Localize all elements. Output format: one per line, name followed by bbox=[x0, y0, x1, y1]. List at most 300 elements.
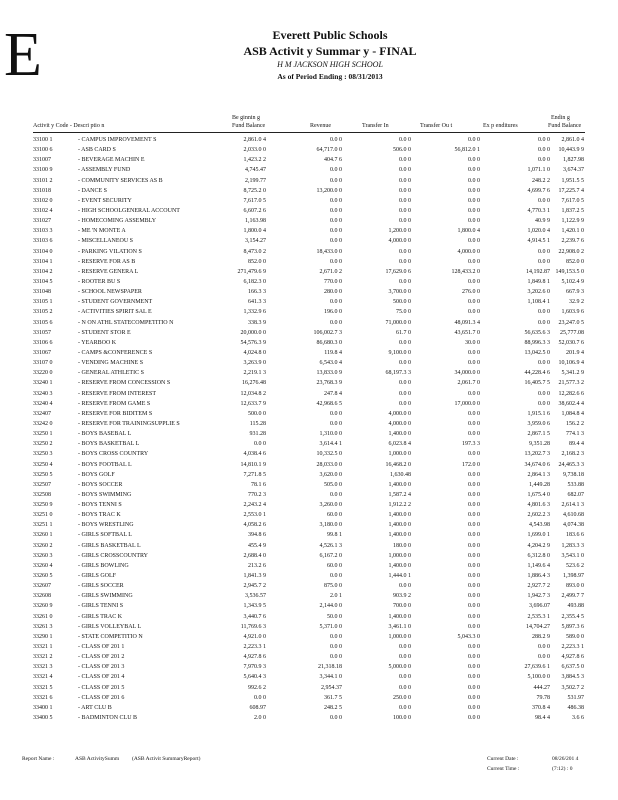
activity-description: - CLASS OF 201 2 bbox=[78, 654, 125, 661]
activity-description: - GIRLS VOLLEYBAL L bbox=[78, 623, 142, 630]
activity-code: 33250 2 bbox=[33, 441, 53, 448]
transfer-in: 4,000.0 0 bbox=[388, 410, 411, 417]
table-row bbox=[0, 409, 618, 419]
activity-code: 33100 9 bbox=[33, 167, 53, 174]
activity-code: 33400 1 bbox=[33, 704, 53, 711]
expenditures: 0.0 0 bbox=[538, 157, 550, 164]
revenue: 3,180.0 0 bbox=[319, 522, 342, 529]
table-row bbox=[0, 257, 618, 267]
beginning-balance: 6,607.2 6 bbox=[243, 207, 266, 214]
activity-code: 332507 bbox=[33, 481, 51, 488]
transfer-in: 0.0 0 bbox=[399, 278, 411, 285]
expenditures: 1,020.0 4 bbox=[527, 228, 550, 235]
revenue: 21,318.18 bbox=[318, 664, 342, 671]
beginning-balance: 4,927.8 6 bbox=[243, 654, 266, 661]
expenditures: 14,704.27 bbox=[526, 623, 550, 630]
revenue: 4,526.1 3 bbox=[319, 542, 342, 549]
ending-balance: 25,777.08 bbox=[560, 329, 584, 336]
activity-description: - RESERVE FROM INTEREST bbox=[78, 390, 157, 397]
expenditures: 27,639.6 1 bbox=[524, 664, 550, 671]
revenue: 3,620.0 0 bbox=[319, 471, 342, 478]
ending-balance: 1,122.9 9 bbox=[561, 218, 584, 225]
expenditures: 56,635.6 3 bbox=[524, 329, 550, 336]
activity-description: - BOYS TENNI S bbox=[78, 502, 122, 509]
ending-balance: 4,927.8 6 bbox=[561, 654, 584, 661]
activity-code: 33260 5 bbox=[33, 573, 53, 580]
expenditures: 248.2 2 bbox=[532, 177, 550, 184]
transfer-out: 0.0 0 bbox=[468, 704, 480, 711]
table-row bbox=[0, 399, 618, 409]
activity-code: 332607 bbox=[33, 583, 51, 590]
activity-code: 33100 1 bbox=[33, 137, 53, 143]
revenue: 280.0 0 bbox=[324, 289, 342, 296]
revenue: 0.0 0 bbox=[330, 654, 342, 661]
transfer-out: 0.0 0 bbox=[468, 157, 480, 164]
transfer-out: 5,043.3 0 bbox=[457, 633, 480, 640]
transfer-out: 0.0 0 bbox=[468, 309, 480, 316]
activity-description: - DANCE S bbox=[78, 187, 108, 194]
beginning-balance: 166.3 3 bbox=[248, 289, 266, 296]
activity-code: 331018 bbox=[33, 187, 51, 194]
beginning-balance: 14,810.1 9 bbox=[240, 461, 266, 468]
activity-description: - STUDENT GOVERNMENT bbox=[78, 299, 153, 306]
beginning-balance: 4,038.4 6 bbox=[243, 451, 266, 458]
transfer-in: 0.0 0 bbox=[399, 704, 411, 711]
beginning-balance: 54,576.3 9 bbox=[240, 339, 266, 346]
revenue: 248.2 5 bbox=[324, 704, 342, 711]
transfer-out: 0.0 0 bbox=[468, 471, 480, 478]
transfer-out: 0.0 0 bbox=[468, 654, 480, 661]
activity-code: 33261 0 bbox=[33, 613, 53, 620]
revenue: 361.7 5 bbox=[324, 694, 342, 701]
activity-code: 33104 2 bbox=[33, 268, 53, 275]
transfer-in: 0.0 0 bbox=[399, 248, 411, 255]
activity-code: 331027 bbox=[33, 218, 51, 225]
transfer-in: 0.0 0 bbox=[399, 187, 411, 194]
activity-code: 33250 4 bbox=[33, 461, 53, 468]
activity-description: - ME 'N MONTE A bbox=[78, 228, 126, 235]
activity-description: - BOYS GOLF bbox=[78, 471, 115, 478]
activity-code: 33105 2 bbox=[33, 309, 53, 316]
activity-code: 331048 bbox=[33, 289, 51, 296]
transfer-out: 0.0 0 bbox=[468, 512, 480, 519]
transfer-in: 71,000.0 0 bbox=[385, 319, 411, 326]
table-row bbox=[0, 318, 618, 328]
beginning-balance: 338.3 9 bbox=[248, 319, 266, 326]
activity-description: - BOYS BASEBAL L bbox=[78, 431, 132, 438]
ending-balance: 523.6 2 bbox=[566, 562, 584, 569]
col-transfer-in: Transfer In bbox=[362, 123, 389, 129]
table-row bbox=[0, 601, 618, 611]
transfer-in: 0.0 0 bbox=[399, 167, 411, 174]
transfer-out: 0.0 0 bbox=[468, 420, 480, 427]
transfer-out: 0.0 0 bbox=[468, 299, 480, 306]
expenditures: 4,204.2 9 bbox=[527, 542, 550, 549]
expenditures: 288.2 9 bbox=[532, 633, 550, 640]
expenditures: 98.4 4 bbox=[535, 715, 550, 722]
ending-balance: 3.6 6 bbox=[572, 715, 584, 722]
expenditures: 1,942.7 3 bbox=[527, 593, 550, 600]
revenue: 64,717.0 0 bbox=[316, 147, 342, 154]
activity-description: - VENDING MACHINE S bbox=[78, 360, 144, 367]
table-row bbox=[0, 612, 618, 622]
transfer-in: 1,444.0 1 bbox=[388, 573, 411, 580]
transfer-out: 0.0 0 bbox=[468, 674, 480, 681]
report-name-desc: (ASB Activit SummaryReport) bbox=[132, 756, 201, 762]
beginning-balance: 213.2 6 bbox=[248, 562, 266, 569]
ending-balance: 2,223.3 1 bbox=[561, 644, 584, 651]
transfer-out: 0.0 0 bbox=[468, 360, 480, 367]
activity-code: 33105 1 bbox=[33, 299, 53, 306]
activity-description: - BOYS TRAC K bbox=[78, 512, 121, 519]
revenue: 1,310.0 0 bbox=[319, 431, 342, 438]
transfer-out: 0.0 0 bbox=[468, 593, 480, 600]
transfer-in: 0.0 0 bbox=[399, 157, 411, 164]
ending-balance: 3,674.37 bbox=[563, 167, 584, 174]
table-row bbox=[0, 672, 618, 682]
expenditures: 6,312.8 0 bbox=[527, 552, 550, 559]
transfer-out: 0.0 0 bbox=[468, 187, 480, 194]
expenditures: 0.0 0 bbox=[538, 137, 550, 143]
activity-table bbox=[0, 135, 618, 723]
ending-balance: 89.4 4 bbox=[569, 441, 584, 448]
beginning-balance: 770.2 3 bbox=[248, 491, 266, 498]
table-row bbox=[0, 135, 618, 145]
activity-description: - CLASS OF 201 3 bbox=[78, 664, 125, 671]
beginning-balance: 115.28 bbox=[249, 420, 266, 427]
col-code-desc: Activit y Code - Descri ptio n bbox=[33, 123, 105, 129]
table-row bbox=[0, 530, 618, 540]
expenditures: 444.27 bbox=[533, 684, 550, 691]
ending-balance: 893.0 0 bbox=[566, 583, 584, 590]
transfer-in: 0.0 0 bbox=[399, 137, 411, 143]
expenditures: 2,927.7 2 bbox=[527, 583, 550, 590]
ending-balance: 3,502.7 2 bbox=[561, 684, 584, 691]
transfer-in: 180.0 0 bbox=[393, 542, 411, 549]
beginning-balance: 455.4 9 bbox=[248, 542, 266, 549]
beginning-balance: 12,633.7 9 bbox=[240, 400, 266, 407]
beginning-balance: 7,271.8 5 bbox=[243, 471, 266, 478]
current-time-label: Current Time : bbox=[487, 766, 520, 772]
beginning-balance: 11,769.6 3 bbox=[240, 623, 266, 630]
transfer-out: 0.0 0 bbox=[468, 390, 480, 397]
activity-description: - EVENT SECURITY bbox=[78, 197, 132, 204]
table-row bbox=[0, 460, 618, 470]
ending-balance: 486.38 bbox=[567, 704, 584, 711]
activity-code: 33102 0 bbox=[33, 197, 53, 204]
expenditures: 3,202.6 0 bbox=[527, 289, 550, 296]
revenue: 875.0 0 bbox=[324, 583, 342, 590]
activity-description: - ROOTER BU S bbox=[78, 278, 121, 285]
beginning-balance: 2.0 0 bbox=[254, 715, 266, 722]
expenditures: 14,192.87 bbox=[526, 268, 550, 275]
transfer-in: 0.0 0 bbox=[399, 177, 411, 184]
activity-code: 33104 0 bbox=[33, 248, 53, 255]
activity-code: 33290 1 bbox=[33, 633, 53, 640]
activity-description: - CLASS OF 201 5 bbox=[78, 684, 125, 691]
transfer-out: 0.0 0 bbox=[468, 715, 480, 722]
table-row bbox=[0, 429, 618, 439]
transfer-out: 34,000.0 0 bbox=[454, 370, 480, 377]
revenue: 86,680.3 0 bbox=[316, 339, 342, 346]
revenue: 0.0 0 bbox=[330, 420, 342, 427]
table-row bbox=[0, 683, 618, 693]
transfer-out: 0.0 0 bbox=[468, 177, 480, 184]
activity-code: 332608 bbox=[33, 593, 51, 600]
table-row bbox=[0, 226, 618, 236]
revenue: 0.0 0 bbox=[330, 491, 342, 498]
activity-description: - N ON ATHL STATECOMPETITIO N bbox=[78, 319, 174, 326]
expenditures: 4,914.5 1 bbox=[527, 238, 550, 245]
report-name-label: Report Name : bbox=[22, 756, 55, 762]
transfer-out: 0.0 0 bbox=[468, 552, 480, 559]
table-row bbox=[0, 196, 618, 206]
activity-code: 33400 5 bbox=[33, 715, 53, 722]
ending-balance: 23,247.0 5 bbox=[558, 319, 584, 326]
activity-code: 33321 3 bbox=[33, 664, 53, 671]
transfer-in: 0.0 0 bbox=[399, 360, 411, 367]
transfer-out: 0.0 0 bbox=[468, 522, 480, 529]
revenue: 0.0 0 bbox=[330, 715, 342, 722]
col-revenue: Revenue bbox=[310, 123, 331, 129]
expenditures: 44,228.4 6 bbox=[524, 370, 550, 377]
expenditures: 4,699.7 6 bbox=[527, 187, 550, 194]
beginning-balance: 2,223.3 1 bbox=[243, 644, 266, 651]
ending-balance: 1,827.98 bbox=[563, 157, 584, 164]
revenue: 18,433.0 0 bbox=[316, 248, 342, 255]
activity-description: - CAMPS &CONFERENCE S bbox=[78, 349, 153, 356]
activity-code: 33240 3 bbox=[33, 390, 53, 397]
expenditures: 0.0 0 bbox=[538, 400, 550, 407]
activity-code: 33106 6 bbox=[33, 339, 53, 346]
transfer-out: 0.0 0 bbox=[468, 542, 480, 549]
transfer-out: 276.0 0 bbox=[462, 289, 480, 296]
activity-code: 33261 3 bbox=[33, 623, 53, 630]
activity-description: - BOYS SWIMMING bbox=[78, 491, 132, 498]
transfer-in: 1,400.0 0 bbox=[388, 613, 411, 620]
ending-balance: 9,738.18 bbox=[563, 471, 584, 478]
activity-code: 33321 6 bbox=[33, 694, 53, 701]
expenditures: 0.0 0 bbox=[538, 197, 550, 204]
col-expenditures: Ex p enditures bbox=[483, 123, 518, 129]
revenue: 23,768.3 9 bbox=[316, 380, 342, 387]
beginning-balance: 7,970.9 3 bbox=[243, 664, 266, 671]
activity-description: - GIRLS BOWLING bbox=[78, 562, 129, 569]
col-end-line2: Fund Balance bbox=[548, 123, 582, 129]
expenditures: 0.0 0 bbox=[538, 248, 550, 255]
table-row bbox=[0, 419, 618, 429]
ending-balance: 4,610.68 bbox=[563, 512, 584, 519]
beginning-balance: 4,921.0 0 bbox=[243, 633, 266, 640]
beginning-balance: 2,945.7 2 bbox=[243, 583, 266, 590]
table-row bbox=[0, 155, 618, 165]
activity-description: - ART CLU B bbox=[78, 704, 112, 711]
activity-code: 33101 2 bbox=[33, 177, 53, 184]
revenue: 505.0 0 bbox=[324, 481, 342, 488]
table-row bbox=[0, 490, 618, 500]
activity-code: 331007 bbox=[33, 157, 51, 164]
transfer-out: 0.0 0 bbox=[468, 491, 480, 498]
table-row bbox=[0, 591, 618, 601]
activity-code: 33104 5 bbox=[33, 278, 53, 285]
transfer-in: 61.7 0 bbox=[396, 329, 411, 336]
ending-balance: 149,153.5 0 bbox=[555, 268, 584, 275]
transfer-out: 30.0 0 bbox=[465, 339, 480, 346]
transfer-out: 0.0 0 bbox=[468, 431, 480, 438]
transfer-out: 0.0 0 bbox=[468, 410, 480, 417]
revenue: 60.0 0 bbox=[327, 512, 342, 519]
activity-description: - GIRLS GOLF bbox=[78, 573, 117, 580]
beginning-balance: 0.0 0 bbox=[254, 694, 266, 701]
transfer-in: 0.0 0 bbox=[399, 644, 411, 651]
transfer-in: 0.0 0 bbox=[399, 654, 411, 661]
activity-description: - GIRLS TRAC K bbox=[78, 613, 123, 620]
ending-balance: 52,030.7 6 bbox=[558, 339, 584, 346]
revenue: 0.0 0 bbox=[330, 218, 342, 225]
revenue: 3,614.4 1 bbox=[319, 441, 342, 448]
revenue: 0.0 0 bbox=[330, 137, 342, 143]
expenditures: 370.8 4 bbox=[532, 704, 550, 711]
expenditures: 0.0 0 bbox=[538, 309, 550, 316]
transfer-out: 0.0 0 bbox=[468, 349, 480, 356]
revenue: 770.0 0 bbox=[324, 278, 342, 285]
table-row bbox=[0, 358, 618, 368]
table-row bbox=[0, 236, 618, 246]
transfer-out: 0.0 0 bbox=[468, 664, 480, 671]
activity-description: - CLASS OF 201 4 bbox=[78, 674, 125, 681]
revenue: 0.0 0 bbox=[330, 177, 342, 184]
activity-description: - STUDENT STOR E bbox=[78, 329, 131, 336]
activity-code: 33260 3 bbox=[33, 552, 53, 559]
transfer-out: 17,000.0 0 bbox=[454, 400, 480, 407]
activity-code: 33260 9 bbox=[33, 603, 53, 610]
activity-description: - SCHOOL NEWSPAPER bbox=[78, 289, 142, 296]
ending-balance: 1,084.8 4 bbox=[561, 410, 584, 417]
table-row bbox=[0, 338, 618, 348]
ending-balance: 7,617.0 5 bbox=[561, 197, 584, 204]
expenditures: 16,405.7 5 bbox=[524, 380, 550, 387]
revenue: 0.0 0 bbox=[330, 633, 342, 640]
beginning-balance: 852.0 0 bbox=[248, 258, 266, 265]
activity-code: 33251 0 bbox=[33, 512, 53, 519]
table-row bbox=[0, 297, 618, 307]
transfer-in: 1,400.0 0 bbox=[388, 532, 411, 539]
current-date-value: 08/26/201 4 bbox=[552, 756, 579, 762]
transfer-out: 0.0 0 bbox=[468, 238, 480, 245]
table-row bbox=[0, 307, 618, 317]
ending-balance: 2,861.0 4 bbox=[561, 137, 584, 143]
expenditures: 0.0 0 bbox=[538, 319, 550, 326]
activity-code: 33100 6 bbox=[33, 147, 53, 154]
transfer-out: 43,651.7 0 bbox=[454, 329, 480, 336]
activity-description: - COMMUNITY SERVICES AS B bbox=[78, 177, 163, 184]
beginning-balance: 3,536.57 bbox=[245, 593, 266, 600]
ending-balance: 6,637.5 0 bbox=[561, 664, 584, 671]
transfer-out: 0.0 0 bbox=[468, 694, 480, 701]
transfer-in: 0.0 0 bbox=[399, 380, 411, 387]
transfer-in: 250.0 0 bbox=[393, 694, 411, 701]
table-row bbox=[0, 145, 618, 155]
ending-balance: 17,225.7 4 bbox=[558, 187, 584, 194]
transfer-out: 0.0 0 bbox=[468, 207, 480, 214]
revenue: 247.8 4 bbox=[324, 390, 342, 397]
transfer-in: 1,400.0 0 bbox=[388, 522, 411, 529]
table-row bbox=[0, 662, 618, 672]
expenditures: 1,149.6 4 bbox=[527, 562, 550, 569]
activity-code: 33102 4 bbox=[33, 207, 53, 214]
activity-description: - BADMINTON CLU B bbox=[78, 715, 138, 722]
ending-balance: 22,908.0 2 bbox=[558, 248, 584, 255]
activity-description: - GIRLS SWIMMING bbox=[78, 593, 133, 600]
revenue: 2,671.0 2 bbox=[319, 268, 342, 275]
expenditures: 4,770.3 1 bbox=[527, 207, 550, 214]
activity-description: - CLASS OF 201 1 bbox=[78, 644, 125, 651]
transfer-in: 3,700.0 0 bbox=[388, 289, 411, 296]
ending-balance: 21,577.3 2 bbox=[558, 380, 584, 387]
ending-balance: 10,443.9 9 bbox=[558, 147, 584, 154]
revenue: 13,200.0 0 bbox=[316, 187, 342, 194]
transfer-in: 500.0 0 bbox=[393, 299, 411, 306]
transfer-out: 0.0 0 bbox=[468, 644, 480, 651]
beginning-balance: 2,199.77 bbox=[245, 177, 266, 184]
activity-code: 33220 0 bbox=[33, 370, 53, 377]
transfer-out: 0.0 0 bbox=[468, 137, 480, 143]
transfer-out: 0.0 0 bbox=[468, 613, 480, 620]
table-row bbox=[0, 206, 618, 216]
col-end-line1: Endin g bbox=[551, 115, 570, 121]
expenditures: 1,886.4 3 bbox=[527, 573, 550, 580]
revenue: 60.0 0 bbox=[327, 562, 342, 569]
activity-description: - YEARBOO K bbox=[78, 339, 117, 346]
transfer-in: 0.0 0 bbox=[399, 674, 411, 681]
expenditures: 1,449.28 bbox=[529, 481, 550, 488]
expenditures: 79.78 bbox=[536, 694, 550, 701]
transfer-in: 1,000.0 0 bbox=[388, 552, 411, 559]
table-row bbox=[0, 713, 618, 723]
ending-balance: 32.9 2 bbox=[569, 299, 584, 306]
beginning-balance: 271,479.6 9 bbox=[237, 268, 266, 275]
ending-balance: 2,355.4 5 bbox=[561, 613, 584, 620]
beginning-balance: 2,553.0 1 bbox=[243, 512, 266, 519]
beginning-balance: 3,440.7 6 bbox=[243, 613, 266, 620]
ending-balance: 156.2 2 bbox=[566, 420, 584, 427]
expenditures: 2,864.1 3 bbox=[527, 471, 550, 478]
ending-balance: 3,543.1 0 bbox=[561, 552, 584, 559]
activity-description: - GIRLS BASKETBAL L bbox=[78, 542, 141, 549]
activity-description: - RESERVE FROM CONCESSION S bbox=[78, 380, 171, 387]
transfer-in: 4,000.0 0 bbox=[388, 420, 411, 427]
table-row bbox=[0, 551, 618, 561]
transfer-in: 4,000.0 0 bbox=[388, 238, 411, 245]
table-row bbox=[0, 176, 618, 186]
table-row bbox=[0, 693, 618, 703]
activity-code: 33250 3 bbox=[33, 451, 53, 458]
table-row bbox=[0, 165, 618, 175]
activity-code: 33250 9 bbox=[33, 502, 53, 509]
transfer-in: 0.0 0 bbox=[399, 400, 411, 407]
activity-code: 33242 0 bbox=[33, 420, 53, 427]
activity-description: - BOYS CROSS COUNTRY bbox=[78, 451, 149, 458]
transfer-out: 0.0 0 bbox=[468, 603, 480, 610]
beginning-balance: 1,841.3 9 bbox=[243, 573, 266, 580]
transfer-out: 2,061.7 0 bbox=[457, 380, 480, 387]
beginning-balance: 2,033.0 0 bbox=[243, 147, 266, 154]
beginning-balance: 500.0 0 bbox=[248, 410, 266, 417]
beginning-balance: 3,154.27 bbox=[245, 238, 266, 245]
beginning-balance: 2,861.0 4 bbox=[243, 137, 266, 143]
activity-description: - STATE COMPETITIO N bbox=[78, 633, 143, 640]
transfer-in: 1,200.0 0 bbox=[388, 228, 411, 235]
